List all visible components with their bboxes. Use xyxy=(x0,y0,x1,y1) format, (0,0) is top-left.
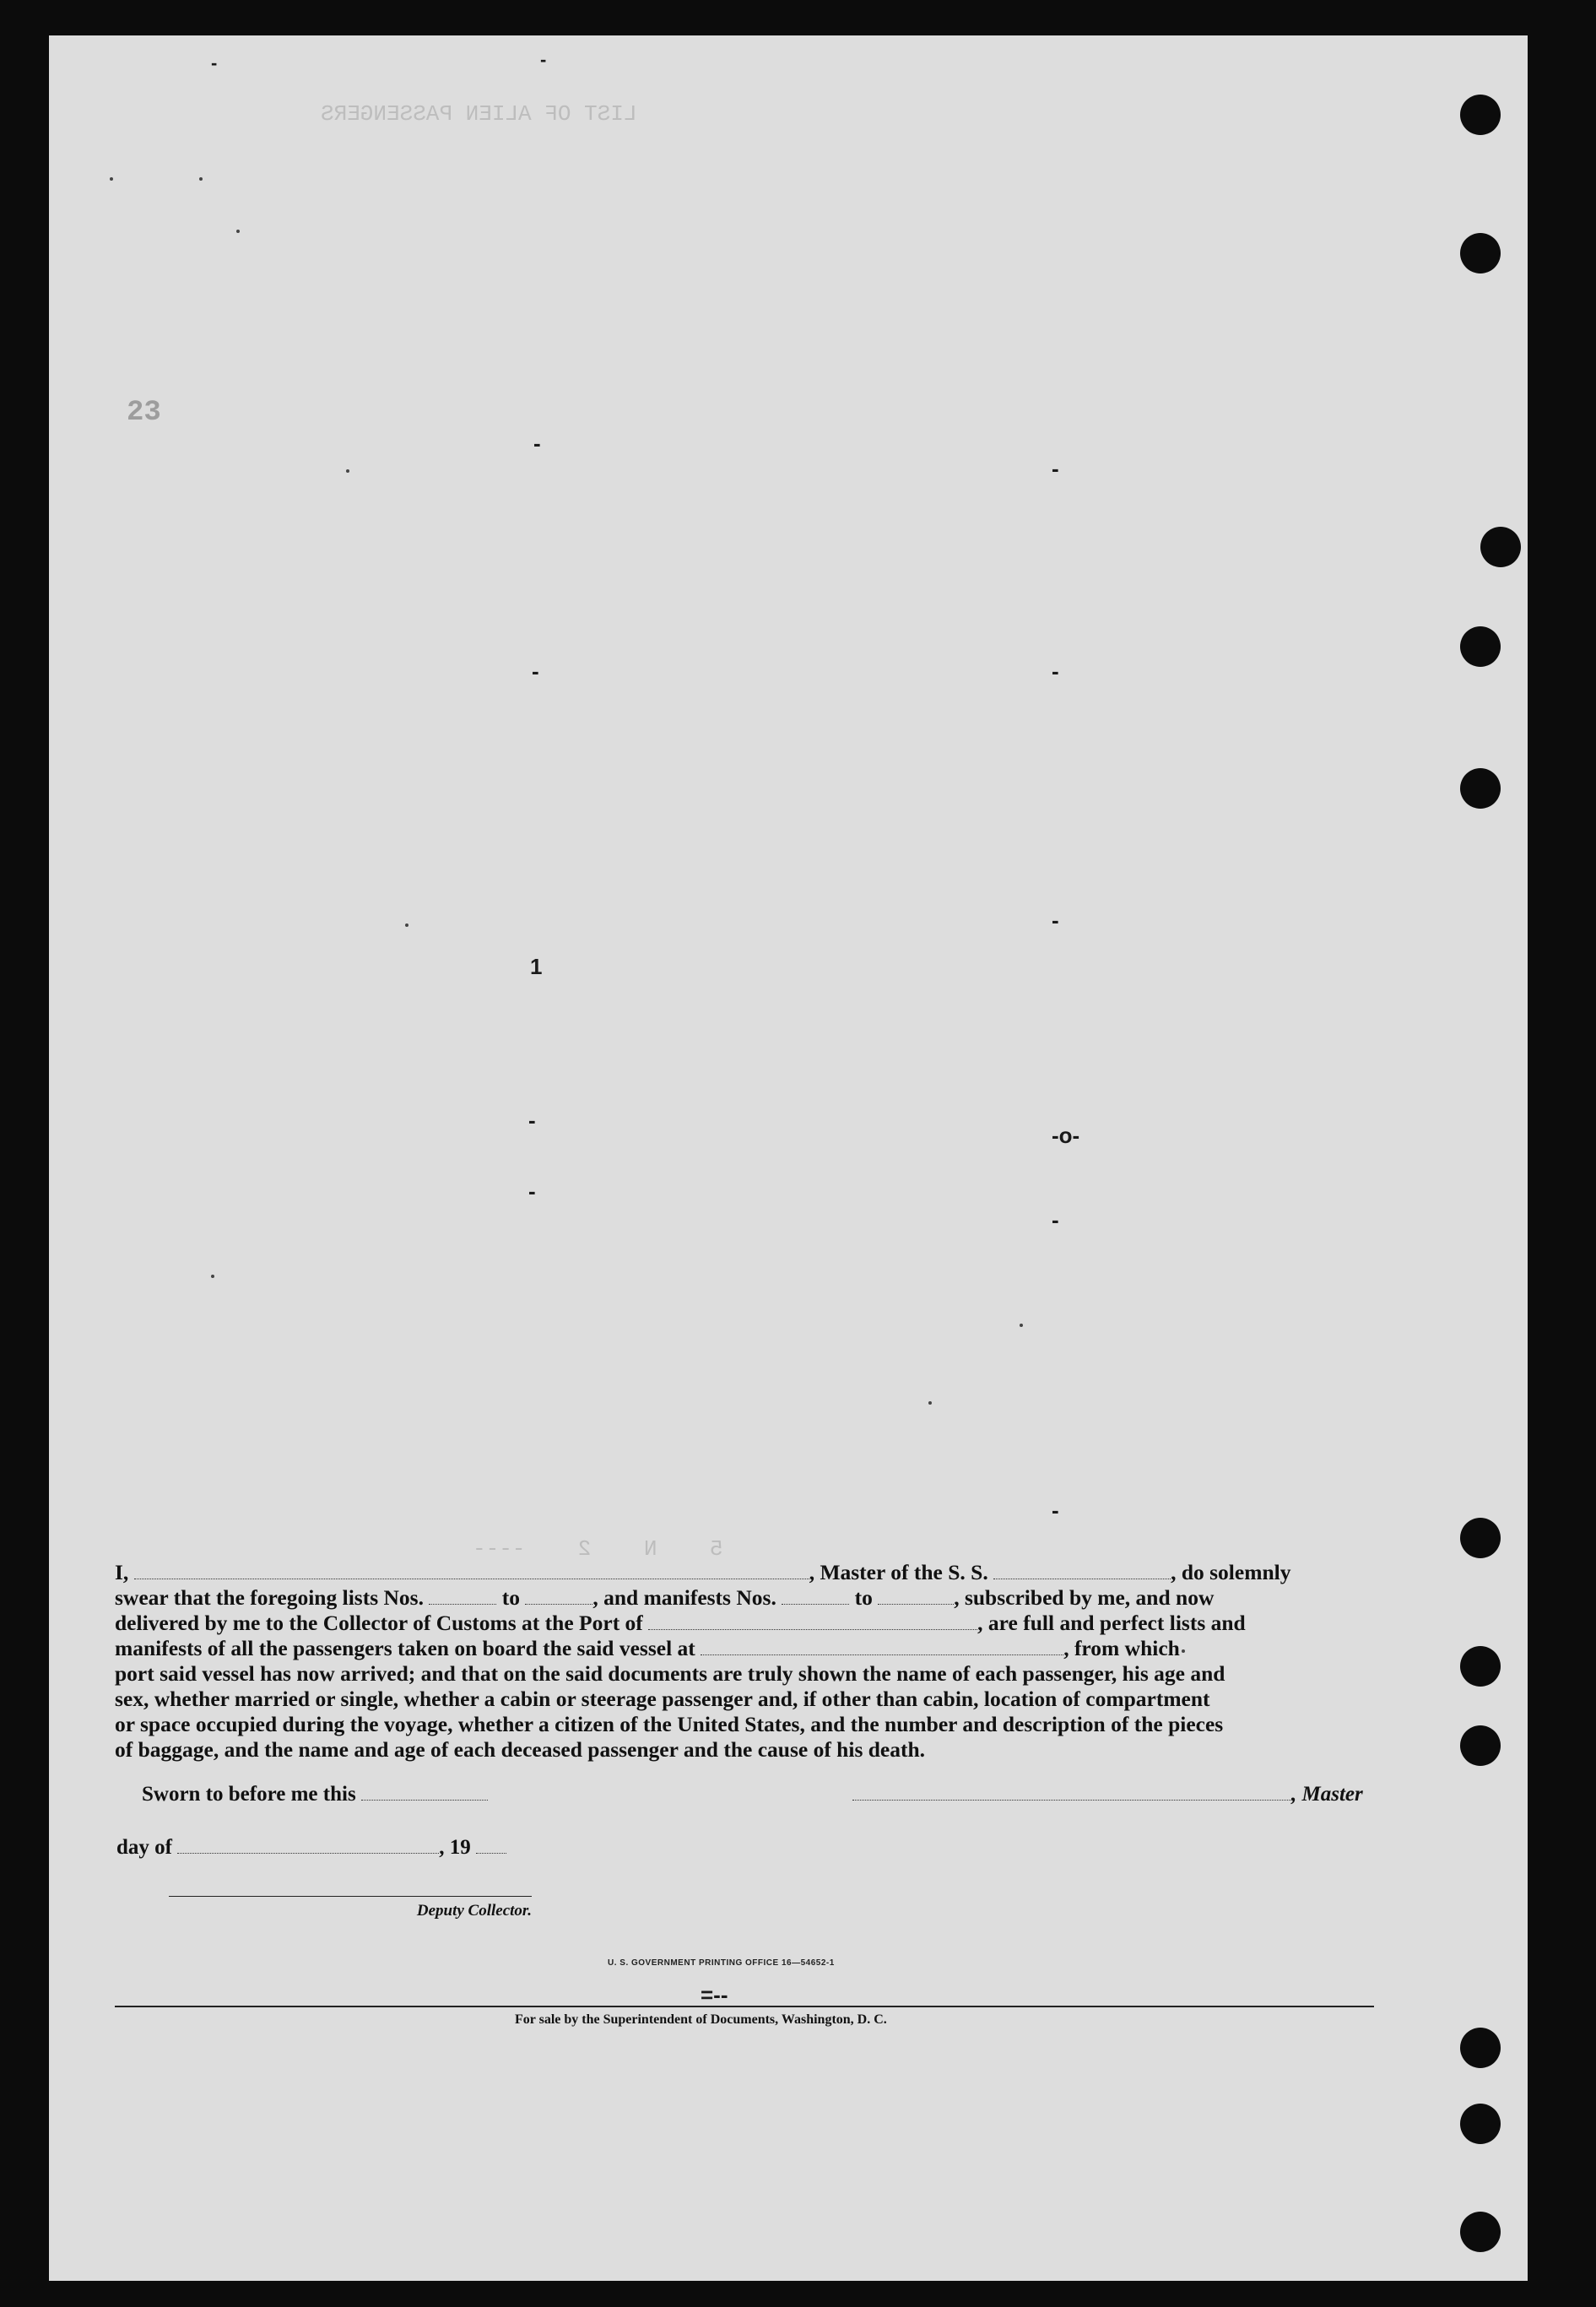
oath-text: , and manifests Nos. xyxy=(592,1585,776,1610)
punch-hole-icon xyxy=(1460,95,1501,135)
oath-text: , Master of the S. S. xyxy=(809,1560,988,1584)
oath-line-1 xyxy=(115,1560,1381,1585)
punch-hole-icon xyxy=(1460,626,1501,667)
deputy-collector-label: Deputy Collector. xyxy=(416,1902,532,1920)
stray-mark: -o- xyxy=(1052,1123,1080,1148)
speck xyxy=(1020,1324,1023,1327)
punch-hole-icon xyxy=(1460,1518,1501,1558)
port-field[interactable] xyxy=(648,1612,977,1630)
oath-line-3 xyxy=(115,1611,1381,1636)
oath-text: swear that the foregoing lists Nos. xyxy=(115,1585,424,1610)
oath-paragraph xyxy=(115,1560,1381,1763)
departure-port-field[interactable] xyxy=(701,1638,1063,1655)
oath-text: to xyxy=(501,1585,520,1610)
oath-text: , are full and perfect lists and xyxy=(977,1611,1246,1635)
bleed-through-mark: LIST OF ALIEN PASSENGERS xyxy=(321,101,637,127)
manifest-sheet xyxy=(49,35,1528,2281)
punch-hole-icon xyxy=(1460,2104,1501,2144)
bleed-through-mark: 5 N 2 ---- xyxy=(473,1536,723,1562)
year-prefix: , 19 xyxy=(439,1836,471,1859)
list-to-field[interactable] xyxy=(525,1587,592,1605)
oath-text: , do solemnly xyxy=(1171,1560,1291,1584)
punch-hole-icon xyxy=(1460,2212,1501,2252)
ship-name-field[interactable] xyxy=(993,1562,1171,1579)
oath-text: manifests of all the passengers taken on board the said vessel at xyxy=(115,1636,695,1660)
oath-text: , from which xyxy=(1063,1636,1180,1660)
manifest-to-field[interactable] xyxy=(878,1587,954,1605)
for-sale-notice: For sale by the Superintendent of Documents, Washington, D. C. xyxy=(515,2012,887,2027)
year-field[interactable] xyxy=(476,1836,506,1854)
list-from-field[interactable] xyxy=(429,1587,496,1605)
gpo-imprint: U. S. GOVERNMENT PRINTING OFFICE 16—54652-1 xyxy=(608,1958,835,1968)
oath-line-5: port said vessel has now arrived; and that on the said documents are truly shown the name of each passenger, his age and xyxy=(115,1661,1225,1686)
sworn-label: Sworn to before me this xyxy=(142,1783,356,1806)
master-label: , Master xyxy=(1291,1783,1363,1806)
oath-text: to xyxy=(854,1585,873,1610)
oath-line-4 xyxy=(115,1636,1381,1661)
stray-mark: - xyxy=(211,52,218,73)
stray-mark: =-- xyxy=(701,1982,728,2007)
manifest-from-field[interactable] xyxy=(782,1587,849,1605)
master-signature-field[interactable] xyxy=(852,1783,1291,1801)
master-signature-line xyxy=(852,1783,1363,1806)
speck xyxy=(199,177,203,181)
oath-line-8: of baggage, and the name and age of each deceased passenger and the cause of his death. xyxy=(115,1737,926,1762)
oath-text: , subscribed by me, and now xyxy=(954,1585,1215,1610)
stray-mark: - xyxy=(532,658,539,684)
oath-text: I, xyxy=(115,1560,129,1584)
speck xyxy=(405,923,408,927)
sworn-line xyxy=(142,1783,488,1806)
punch-hole-icon xyxy=(1460,1725,1501,1766)
stray-mark: - xyxy=(528,1107,536,1133)
speck xyxy=(236,230,240,233)
stray-mark: - xyxy=(1052,907,1059,933)
stray-mark: 1 xyxy=(530,954,543,979)
footer-rule xyxy=(115,2006,1374,2007)
day-of-line xyxy=(116,1836,506,1860)
speck xyxy=(346,469,349,473)
stray-mark: - xyxy=(1052,456,1059,481)
speck xyxy=(928,1401,932,1405)
bleed-through-mark: 23 xyxy=(127,397,161,429)
oath-text: delivered by me to the Collector of Customs at the Port of xyxy=(115,1611,643,1635)
punch-hole-icon xyxy=(1460,2028,1501,2068)
speck xyxy=(211,1275,214,1278)
speck xyxy=(110,177,113,181)
stray-mark: - xyxy=(533,431,541,456)
punch-hole-icon xyxy=(1480,527,1521,567)
stray-mark: - xyxy=(1052,1207,1059,1232)
stray-mark: - xyxy=(1052,1497,1059,1523)
day-of-label: day of xyxy=(116,1836,172,1859)
deputy-collector-signature[interactable] xyxy=(169,1896,532,1920)
punch-hole-icon xyxy=(1460,233,1501,273)
stray-mark: - xyxy=(540,49,547,70)
punch-hole-icon xyxy=(1460,1646,1501,1687)
master-name-field[interactable] xyxy=(134,1562,809,1579)
oath-line-7: or space occupied during the voyage, whether a citizen of the United States, and the number and description of the pieces xyxy=(115,1712,1224,1736)
stray-mark: - xyxy=(528,1178,536,1204)
sworn-day-field[interactable] xyxy=(361,1783,488,1801)
oath-line-6: sex, whether married or single, whether a cabin or steerage passenger and, if other than cabin, location of compartment xyxy=(115,1687,1210,1711)
month-field[interactable] xyxy=(177,1836,439,1854)
oath-line-2 xyxy=(115,1585,1381,1611)
punch-hole-icon xyxy=(1460,768,1501,809)
stray-mark: - xyxy=(1052,658,1059,684)
